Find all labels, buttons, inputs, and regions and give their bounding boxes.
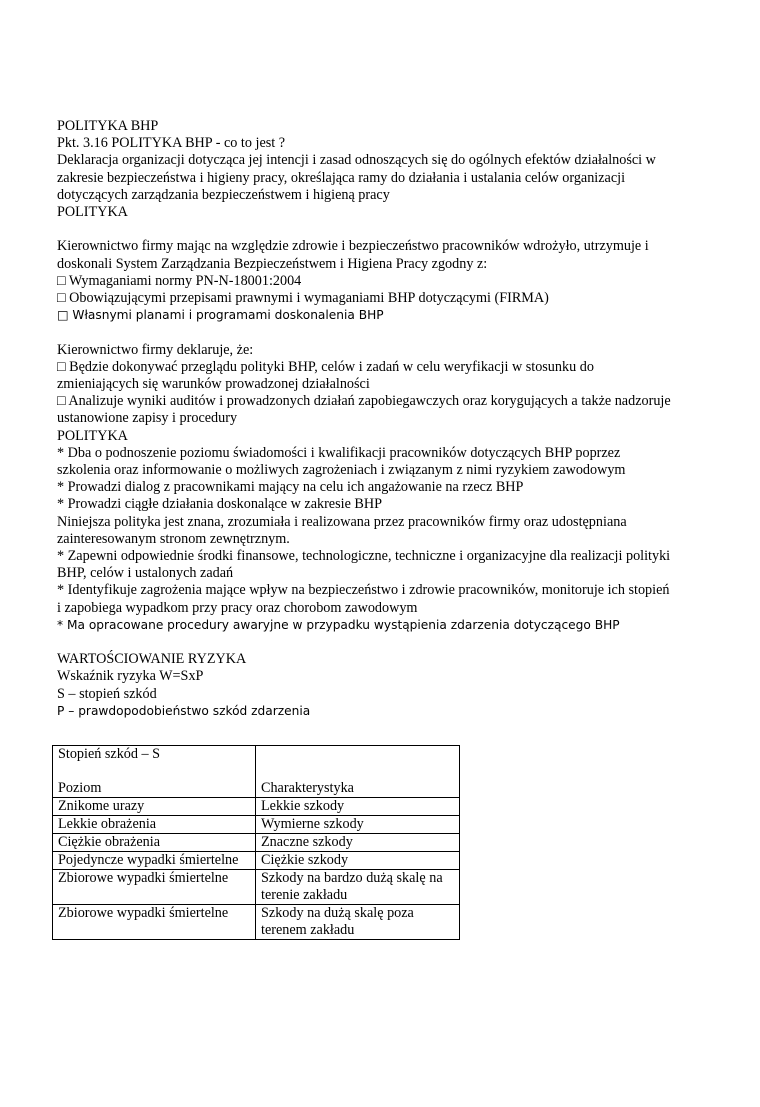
level-cell: Znikome urazy [53,798,256,816]
declaration-line: □ Analizuje wyniki auditów i prowadzonych działań zapobiegawczych oraz korygujących a także nadzoruje [57,393,671,410]
policy-point: zainteresowanym stronom zewnętrznym. [57,530,290,547]
declaration-line: zmieniających się warunków prowadzonej działalności [57,376,370,393]
spacer [57,324,707,341]
declares-intro: Kierownictwo firmy deklaruje, że: [57,341,254,358]
table-row [53,816,460,834]
characteristic-cell: Znaczne szkody [256,834,460,852]
intro-line: Kierownictwo firmy mając na względzie zdrowie i bezpieczeństwo pracowników wdrożyło, utrzymuje i [57,238,649,255]
characteristic-cell: Wymierne szkody [256,816,460,834]
risk-p-definition: P – prawdopodobieństwo szkód zdarzenia [57,703,311,718]
document-subtitle: Pkt. 3.16 POLITYKA BHP - co to jest ? [57,135,286,152]
characteristic-cell [256,905,460,940]
characteristic-line: Szkody na bardzo dużą skalę na [261,870,443,886]
table-row [53,905,460,940]
table-row [53,798,460,816]
risk-s-definition: S – stopień szkód [57,685,157,702]
emergency-point: * Ma opracowane procedury awaryjne w przypadku wystąpienia zdarzenia dotyczącego BHP [57,617,620,632]
level-cell: Zbiorowe wypadki śmiertelne [53,905,256,940]
document-title: POLITYKA BHP [57,118,159,134]
definition-line: zakresie bezpieczeństwa i higieny pracy, określająca ramy do działania i ustalania celów organizacji [57,169,626,186]
policy-point: * Identyfikuje zagrożenia mające wpływ na bezpieczeństwo i zdrowie pracowników, monitoruje ich stopień [57,582,670,599]
column-header-level: Poziom [58,780,102,796]
characteristic-cell: Ciężkie szkody [256,852,460,870]
policy-point: * Prowadzi ciągłe działania doskonalące w zakresie BHP [57,496,383,513]
policy-point: * Prowadzi dialog z pracownikami mający na celu ich angażowanie na rzecz BHP [57,479,524,496]
level-cell: Ciężkie obrażenia [53,834,256,852]
characteristic-cell: Lekkie szkody [256,798,460,816]
policy-point: BHP, celów i ustalonych zadań [57,565,234,582]
risk-formula: Wskaźnik ryzyka W=SxP [57,668,204,685]
column-header-characteristic: Charakterystyka [261,780,354,796]
spacer [57,634,707,651]
compliance-item: □ Obowiązującymi przepisami prawnymi i wymaganiami BHP dotyczącymi (FIRMA) [57,290,549,307]
policy-point: i zapobiega wypadkom przy pracy oraz chorobom zawodowym [57,599,418,616]
level-cell: Pojedyncze wypadki śmiertelne [53,852,256,870]
definition-line: dotyczących zarządzania bezpieczeństwem i higieną pracy [57,186,390,203]
declaration-line: □ Będzie dokonywać przeglądu polityki BHP, celów i zadań w celu weryfikacji w stosunku do [57,358,594,375]
characteristic-cell [256,870,460,905]
policy-point: * Zapewni odpowiednie środki finansowe, technologiczne, techniczne i organizacyjne dla realizacji polityki [57,548,671,565]
policy-point: Niniejsza polityka jest znana, zrozumiała i realizowana przez pracowników firmy oraz udostępniana [57,513,627,530]
declaration-line: ustanowione zapisy i procedury [57,410,238,427]
table-row [53,852,460,870]
policy-point: * Dba o podnoszenie poziomu świadomości i kwalifikacji pracowników dotyczących BHP poprzez [57,444,621,461]
risk-heading: WARTOŚCIOWANIE RYZYKA [57,651,247,668]
compliance-item: □ Własnymi planami i programami doskonalenia BHP [57,308,384,323]
document-body [57,118,707,720]
section-heading-polityka: POLITYKA [57,204,128,221]
damage-level-table [52,745,460,940]
table-header-cell [256,746,460,798]
table-row [53,870,460,905]
table-header-row [53,746,460,798]
spacer [57,221,707,238]
table-header-cell [53,746,256,798]
policy-point: szkolenia oraz informowanie o możliwych zagrożeniach i związanym z nimi ryzykiem zawodowym [57,462,626,479]
compliance-item: □ Wymaganiami normy PN-N-18001:2004 [57,272,302,289]
characteristic-line: Szkody na dużą skalę poza [261,905,414,921]
characteristic-line: terenem zakładu [261,922,355,938]
table-caption: Stopień szkód – S [58,746,161,762]
definition-line: Deklaracja organizacji dotycząca jej intencji i zasad odnoszących się do ogólnych efektów działalności w [57,152,656,169]
level-cell: Lekkie obrażenia [53,816,256,834]
intro-line: doskonali System Zarządzania Bezpieczeństwem i Higiena Pracy zgodny z: [57,255,488,272]
section-heading-polityka: POLITYKA [57,427,128,444]
table-row [53,834,460,852]
level-cell: Zbiorowe wypadki śmiertelne [53,870,256,905]
characteristic-line: terenie zakładu [261,887,348,903]
